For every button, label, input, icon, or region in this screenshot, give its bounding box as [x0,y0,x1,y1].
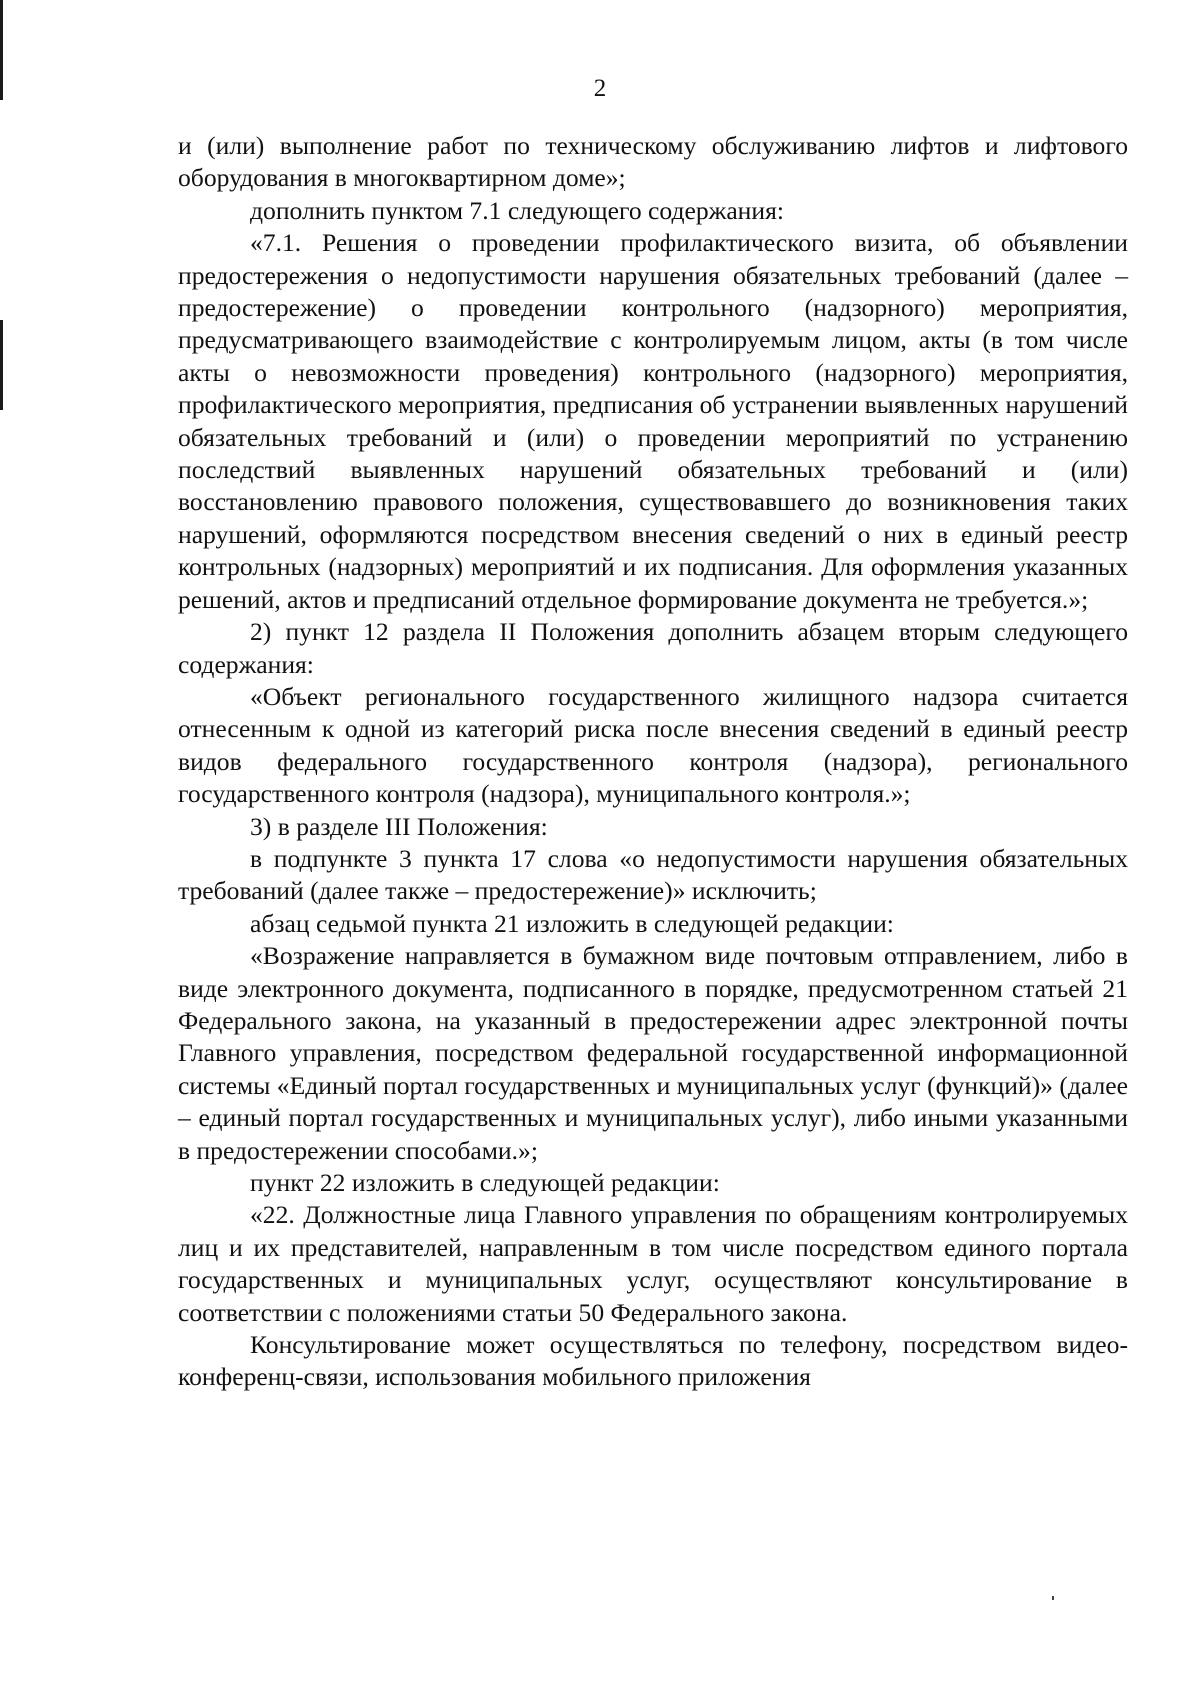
paragraph: Консультирование может осуществляться по телефону, посредством видео-конференц-связи, использования мобильного приложения [178,1330,1128,1392]
paragraph: «Объект регионального государственного жилищного надзора считается отнесенным к одной из категорий риска после внесения сведений в единый реестр видов федерального государственного контроля (надзора), регионального государственного контроля (надзора), муниципального контроля.»; [178,681,1128,809]
paragraph: пункт 22 изложить в следующей редакции: [250,1168,720,1197]
paragraph: «22. Должностные лица Главного управления по обращениям контролируемых лиц и их представителей, направленным в том числе посредством единого портала государственных и муниципальных услуг, осуществляют консультирование в соответствии с положениями статьи 50 Федерального закона. [178,1200,1128,1327]
scan-edge-artifact [0,320,3,410]
paragraph: 3) в разделе III Положения: [250,811,548,841]
paragraph: «7.1. Решения о проведении профилактического визита, об объявлении предостережения о недопустимости нарушения обязательных требований (далее – предостережение) о проведении контрольного (надзорного) мероприятия, предусматривающего взаимодействие с контролируемым лицом, акты (в том числе акты о невозможности проведения) контрольного (надзорного) мероприятия, профилактического мероприятия, предписания об устранении выявленных нарушений обязательных требований и (или) о проведении мероприятий по устранению последствий выявленных нарушений обязательных требований и (или) восстановлению правового положения, существовавшего до возникновения таких нарушений, оформляются посредством внесения сведений о них в единый реестр контрольных (надзорных) мероприятий и их подписания. Для оформления указанных решений, актов и предписаний отдельное формирование документа не требуется.»; [178,228,1128,614]
paragraph: дополнить пунктом 7.1 следующего содержания: [250,195,784,225]
paragraph: «Возражение направляется в бумажном виде почтовым отправлением, либо в виде электронного документа, подписанного в порядке, предусмотренном статьей 21 Федерального закона, на указанный в предостережении адрес электронной почты Главного управления, посредством федеральной государственной информационной системы «Единый портал государственных и муниципальных услуг (функций)» (далее – единый портал государственных и муниципальных услуг), либо иными указанными в предостережении способами.»; [178,941,1128,1165]
paragraph: в подпункте 3 пункта 17 слова «о недопустимости нарушения обязательных требований (далее также – предостережение)» исключить; [178,843,1128,906]
scan-speck [1052,1596,1054,1600]
paragraph: 2) пункт 12 раздела II Положения дополнить абзацем вторым следующего содержания: [178,617,1128,679]
paragraph: и (или) выполнение работ по техническому обслуживанию лифтов и лифтового оборудования в многоквартирном доме»; [178,131,1128,193]
page-number: 2 [593,75,607,102]
paragraph: абзац седьмой пункта 21 изложить в следующей редакции: [250,908,894,938]
document-body [178,130,1128,1394]
